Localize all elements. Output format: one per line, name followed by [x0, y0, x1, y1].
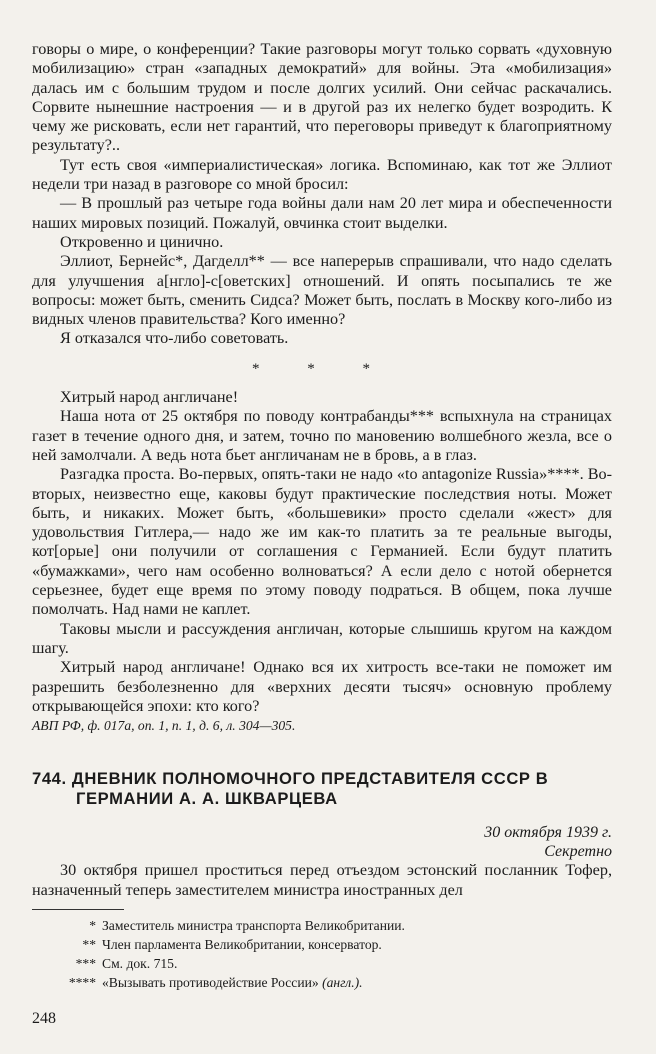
paragraph: Хитрый народ англичане! Однако вся их хитрость все-таки не поможет им разрешить безболезненно для «верхних десяти тысяч» основную проблему открывающейся эпохи: кто кого? — [32, 658, 612, 715]
main-text — [32, 40, 612, 900]
document-heading-line2: ГЕРМАНИИ А. А. ШКВАРЦЕВА — [76, 789, 338, 809]
paragraph: Эллиот, Бернейс*, Дагделл** — все наперерыв спрашивали, что надо сделать для улучшения а[нгло]-с[оветских] отношений. И опять посыпались те же вопросы: может быть, сменить Сидса? Может быть, послать в Москву кого-либо из видных членов правительства? Кого именно? — [32, 252, 612, 329]
footnote-text — [102, 973, 363, 992]
document-heading — [32, 769, 612, 809]
page-number: 248 — [32, 1010, 56, 1027]
paragraph: Таковы мысли и рассуждения англичан, которые слышишь кругом на каждом шагу. — [32, 619, 612, 657]
paragraph: говоры о мире, о конференции? Такие разговоры могут только сорвать «духовную мобилизацию» стран «западных демократий» для войны. Эта «мобилизация» далась им с большим трудом и после долгих усилий. Они сейчас раскачались. Сорвите нынешние настроения — и в другой раз их нелегко будет возродить. К чему же рисковать, если нет гарантий, что переговоры приведут к благоприятному результату?.. — [32, 40, 612, 155]
footnote — [32, 954, 612, 973]
paragraph: Я отказался что-либо советовать. — [60, 329, 289, 348]
footnote-mark: * — [89, 917, 96, 933]
document-meta — [32, 823, 612, 861]
footnote — [32, 935, 612, 954]
footnote-language-note: (англ.). — [322, 974, 363, 990]
paragraph: Наша нота от 25 октября по поводу контрабанды*** вспыхнула на страницах газет в течение одного дня, и затем, точно по мановению волшебного жезла, все о ней замолчали. А ведь нота бьет англичанам не в бровь, а в глаз. — [32, 407, 612, 464]
footnote-mark: ** — [82, 936, 96, 952]
paragraph: — В прошлый раз четыре года войны дали нам 20 лет мира и обеспеченности наших мировых позиций. Пожалуй, овчинка стоит выделки. — [32, 194, 612, 232]
document-date: 30 октября 1939 г. — [484, 824, 612, 842]
footnotes — [32, 916, 612, 992]
archive-reference: АВП РФ, ф. 017а, оп. 1, п. 1, д. 6, л. 304—305. — [32, 718, 296, 734]
footnote-mark: *** — [75, 955, 96, 971]
document-classification: Секретно — [544, 843, 612, 861]
paragraph: Откровенно и цинично. — [60, 232, 224, 251]
paragraph: Тут есть своя «империалистическая» логика. Вспоминаю, как тот же Эллиот недели три назад в разговоре со мной бросил: — [32, 155, 612, 194]
footnote-divider — [32, 909, 124, 910]
paragraph: Хитрый народ англичане! — [60, 388, 239, 407]
footnote-text: См. док. 715. — [102, 955, 178, 971]
section-separator: * * * — [252, 360, 392, 377]
footnote-mark: **** — [68, 974, 96, 990]
footnote-text: Заместитель министра транспорта Великобритании. — [102, 917, 405, 933]
document-intro-paragraph: 30 октября пришел проститься перед отъездом эстонский посланник Тофер, назначенный теперь заместителем министра иностранных дел — [32, 861, 612, 899]
paragraph: Разгадка проста. Во-первых, опять-таки не надо «to antagonize Russia»****. Во-вторых, неизвестно еще, каковы будут практические последствия ноты. Может быть, и никаких. Может быть, «большевики» просто сделали «жест» для удовольствия Гитлера,— надо же им как-то платить за те реальные выгоды, кот[орые] они получили от соглашения с Германией. Если будут платить «бумажками», чего нам особенно волноваться? А если дело с нотой обернется серьезнее, будет еще время по этому поводу подраться. В общем, пока лучше помолчать. Над нами не каплет. — [32, 465, 612, 619]
footnote — [32, 973, 612, 992]
footnote — [32, 916, 612, 935]
document-heading-line1: 744. ДНЕВНИК ПОЛНОМОЧНОГО ПРЕДСТАВИТЕЛЯ СССР В — [32, 769, 549, 789]
footnote-text: Член парламента Великобритании, консерватор. — [102, 936, 382, 952]
footnote-translation: «Вызывать противодействие России» — [102, 974, 319, 990]
